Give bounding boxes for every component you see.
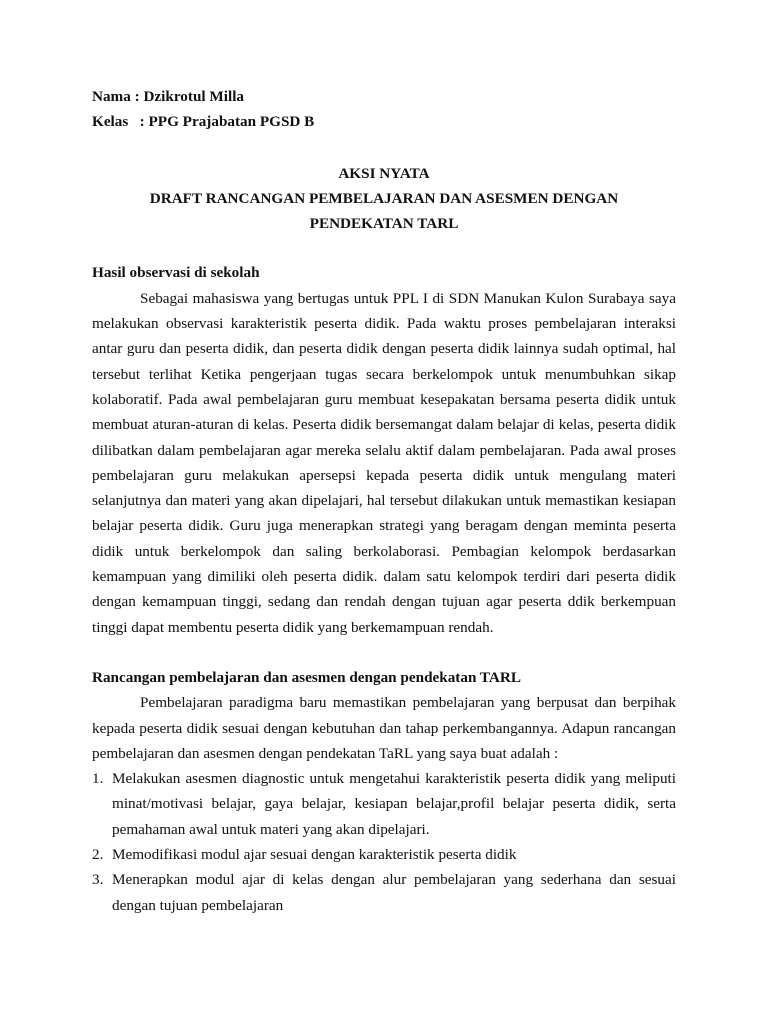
design-paragraph: Pembelajaran paradigma baru memastikan pembelajaran yang berpusat dan berpihak kepada peserta didik sesuai dengan kebutuhan dan tahap perkembangannya. Adapun rancangan pembelajaran dan asesmen dengan pendekatan TaRL yang saya buat adalah : <box>92 694 676 762</box>
title-line-3: PENDEKATAN TARL <box>309 215 459 233</box>
list-item-number: 2. <box>92 846 104 864</box>
student-name-line: Nama : Dzikrotul Milla <box>92 88 245 105</box>
document-page <box>92 84 676 918</box>
section-heading-observation: Hasil observasi di sekolah <box>92 264 260 282</box>
title-line-1: AKSI NYATA <box>338 164 430 182</box>
list-item-number: 1. <box>92 770 104 788</box>
document-title <box>92 161 676 237</box>
list-item-text: Memodifikasi modul ajar sesuai dengan karakteristik peserta didik <box>112 846 517 864</box>
design-steps-list <box>92 766 676 918</box>
list-item-text: Melakukan asesmen diagnostic untuk mengetahui karakteristik peserta didik yang meliputi minat/motivasi belajar, gaya belajar, kesiapan belajar,profil belajar peserta didik, serta pemahaman awal untuk materi yang akan dipelajari. <box>112 770 676 838</box>
title-line-2: DRAFT RANCANGAN PEMBELAJARAN DAN ASESMEN DENGAN <box>149 189 619 207</box>
list-item <box>92 842 676 867</box>
list-item <box>92 766 676 842</box>
observation-paragraph: Sebagai mahasiswa yang bertugas untuk PPL I di SDN Manukan Kulon Surabaya saya melakukan observasi karakteristik peserta didik. Pada waktu proses pembelajaran interaksi antar guru dan peserta didik, dan peserta didik dengan peserta didik lainnya sudah optimal, hal tersebut terlihat Ketika pengerjaan tugas secara berkelompok untuk menumbuhkan sikap kolaboratif. Pada awal pembelajaran guru membuat kesepakatan bersama peserta didik untuk membuat aturan-aturan di kelas. Peserta didik bersemangat dalam belajar di kelas, peserta didik dilibatkan dalam pembelajaran agar mereka selalu aktif dalam pembelajaran. Pada awal proses pembelajaran guru melakukan apersepsi kepada peserta didik untuk mengulang materi selanjutnya dan materi yang akan dipelajari, hal tersebut dilakukan untuk memastikan kesiapan belajar peserta didik. Guru juga menerapkan strategi yang beragam dengan meminta peserta didik untuk berkelompok dan saling berkolaborasi. Pembagian kelompok berdasarkan kemampuan yang dimiliki oleh peserta didik. dalam satu kelompok terdiri dari peserta didik dengan kemampuan tinggi, sedang dan rendah dengan tujuan agar peserta ddik berkempuan tinggi dapat membentu peserta didik yang berkemampuan rendah. <box>92 289 676 636</box>
list-item <box>92 867 676 918</box>
student-class-line: Kelas : PPG Prajabatan PGSD B <box>92 113 315 131</box>
list-item-number: 3. <box>92 871 104 889</box>
section-heading-design: Rancangan pembelajaran dan asesmen dengan pendekatan TARL <box>92 668 521 686</box>
list-item-text: Menerapkan modul ajar di kelas dengan alur pembelajaran yang sederhana dan sesuai dengan tujuan pembelajaran <box>112 871 676 914</box>
